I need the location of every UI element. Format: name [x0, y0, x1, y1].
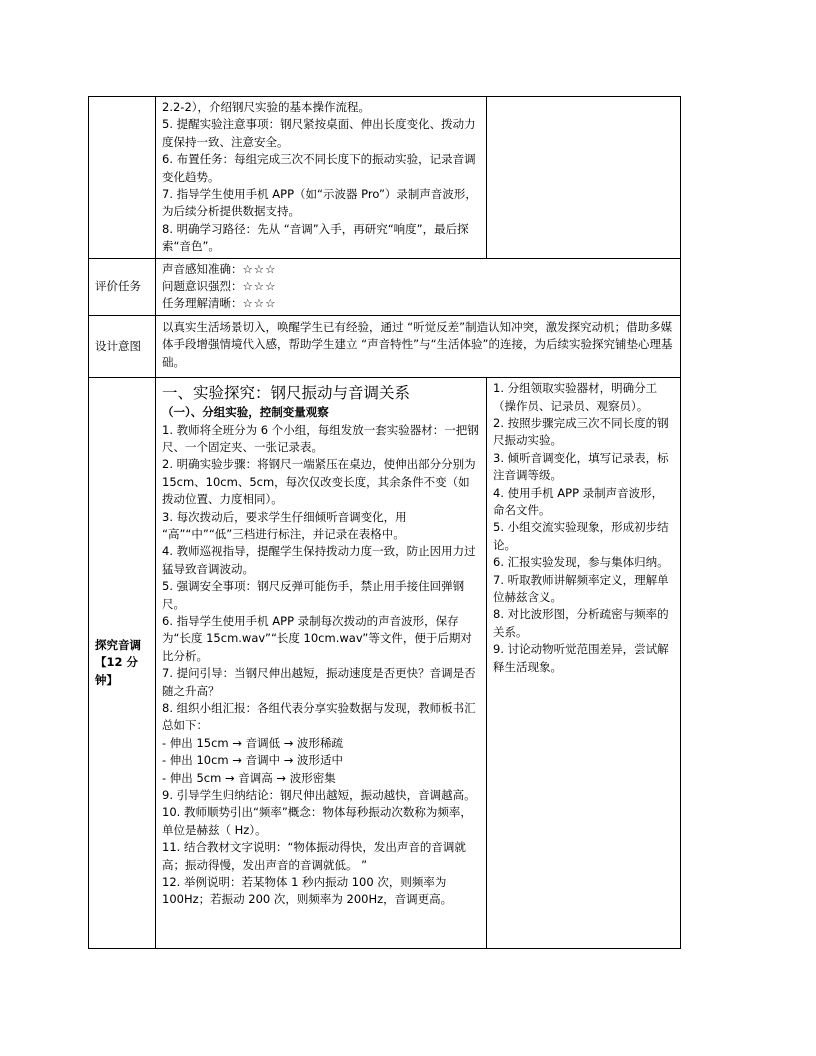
evaluation-item: 问题意识强烈：☆☆☆ — [162, 279, 277, 294]
list-item: 3. 每次拨动后，要求学生仔细倾听音调变化，用 “高”“中”“低”三档进行标注，并记录在表格中。 — [162, 509, 407, 541]
evaluation-cell — [156, 258, 681, 315]
star-rating-icon: ☆☆☆ — [242, 296, 277, 311]
list-item: 5. 小组交流实验现象，形成初步结论。 — [493, 520, 669, 552]
list-item: 1. 分组领取实验器材，明确分工（操作员、记录员、观察员）。 — [493, 381, 658, 413]
lesson-plan-table — [88, 96, 681, 949]
list-item: 6. 汇报实验发现，参与集体归纳。 — [493, 555, 669, 570]
list-item: 8. 组织小组汇报：各组代表分享实验数据与发现，教师板书汇总如下： — [162, 701, 476, 733]
list-item: - 伸出 15cm → 音调低 → 波形稀疏 — [162, 735, 344, 750]
row-label-empty — [89, 97, 156, 259]
list-item: 4. 使用手机 APP 录制声音波形，命名文件。 — [493, 485, 664, 517]
list-item: 7. 提问引导：当钢尺伸出越短，振动速度是否更快？音调是否随之升高？ — [162, 666, 476, 698]
student-activity-cell — [487, 97, 681, 259]
list-item: 2. 明确实验步骤：将钢尺一端紧压在桌边，使伸出部分分别为 15cm、10cm、5cm，每次仅改变长度，其余条件不变（如拨动位置、力度相同）。 — [162, 457, 476, 507]
explore-label-text: 探究音调 — [95, 637, 141, 652]
list-item: 4. 教师巡视指导，提醒学生保持拨动力度一致，防止因用力过猛导致音调波动。 — [162, 544, 476, 576]
list-item: 2.2-2），介绍钢尺实验的基本操作流程。 — [162, 100, 371, 114]
list-item: 3. 倾听音调变化，填写记录表，标注音调等级。 — [493, 450, 669, 483]
table-row — [89, 258, 681, 315]
list-item: 8. 明确学习路径：先从 “音调”入手，再研究“响度”，最后探索“音色”。 — [162, 221, 469, 254]
list-item: 11. 结合教材文字说明：“物体振动得快，发出声音的音调就高；振动得慢，发出声音的音调就低。 ” — [162, 840, 466, 872]
explore-teacher-cell — [156, 378, 487, 949]
explore-label — [89, 378, 156, 949]
list-item: 7. 听取教师讲解频率定义，理解单位赫兹含义。 — [493, 572, 669, 604]
list-item: 9. 引导学生归纳结论：钢尺伸出越短，振动越快，音调越高。 — [162, 788, 476, 803]
evaluation-label: 评价任务 — [89, 258, 156, 315]
table-row — [89, 378, 681, 949]
list-item: 9. 讨论动物听觉范围差异，尝试解释生活现象。 — [493, 642, 669, 674]
list-item: - 伸出 10cm → 音调中 → 波形适中 — [162, 753, 344, 768]
list-item: 5. 强调安全事项：钢尺反弹可能伤手，禁止用手接住回弹钢尺。 — [162, 579, 465, 611]
section-subheading: （一）、分组实验，控制变量观察 — [162, 405, 329, 420]
list-item: 8. 对比波形图，分析疏密与频率的关系。 — [493, 607, 669, 639]
list-item: 6. 指导学生使用手机 APP 录制每次拨动的声音波形，保存为“长度 15cm.wav”“长度 10cm.wav”等文件，便于后期对比分析。 — [162, 613, 472, 663]
explore-student-cell — [487, 378, 681, 949]
evaluation-item: 任务理解清晰：☆☆☆ — [162, 296, 277, 311]
design-intent-label: 设计意图 — [89, 315, 156, 377]
teacher-activity-cell — [156, 97, 487, 259]
design-intent-text: 以真实生活场景切入，唤醒学生已有经验，通过 “听觉反差”制造认知冲突，激发探究动机；借助多媒体手段增强情境代入感，帮助学生建立 “声音特性”与“生活体验”的连接，为后续实验探究铺垫心理基础。 — [156, 315, 681, 377]
list-item: 5. 提醒实验注意事项：钢尺紧按桌面、伸出长度变化、拨动力度保持一致、注意安全。 — [162, 117, 476, 149]
list-item: 6. 布置任务：每组完成三次不同长度下的振动实验，记录音调变化趋势。 — [162, 152, 476, 184]
evaluation-item: 声音感知准确：☆☆☆ — [162, 261, 277, 276]
explore-time: 【12 分钟】 — [95, 655, 139, 687]
list-item: 10. 教师顺势引出“频率”概念：物体每秒振动次数称为频率，单位是赫兹（ Hz）。 — [162, 805, 472, 837]
list-item: 1. 教师将全班分为 6 个小组，每组发放一套实验器材：一把钢尺、一个固定夹、一张记录表。 — [162, 422, 479, 454]
list-item: 7. 指导学生使用手机 APP（如“示波器 Pro”）录制声音波形，为后续分析提供数据支持。 — [162, 187, 477, 219]
star-rating-icon: ☆☆☆ — [242, 279, 277, 294]
list-item: 2. 按照步骤完成三次不同长度的钢尺振动实验。 — [493, 415, 669, 448]
table-row — [89, 97, 681, 259]
list-item: 12. 举例说明：若某物体 1 秒内振动 100 次，则频率为 100Hz；若振动 200 次，则频率为 200Hz，音调更高。 — [162, 875, 453, 907]
star-rating-icon: ☆☆☆ — [242, 261, 277, 276]
list-item: - 伸出 5cm → 音调高 → 波形密集 — [162, 770, 336, 785]
section-heading: 一、实验探究：钢尺振动与音调关系 — [162, 384, 411, 403]
table-row — [89, 315, 681, 377]
